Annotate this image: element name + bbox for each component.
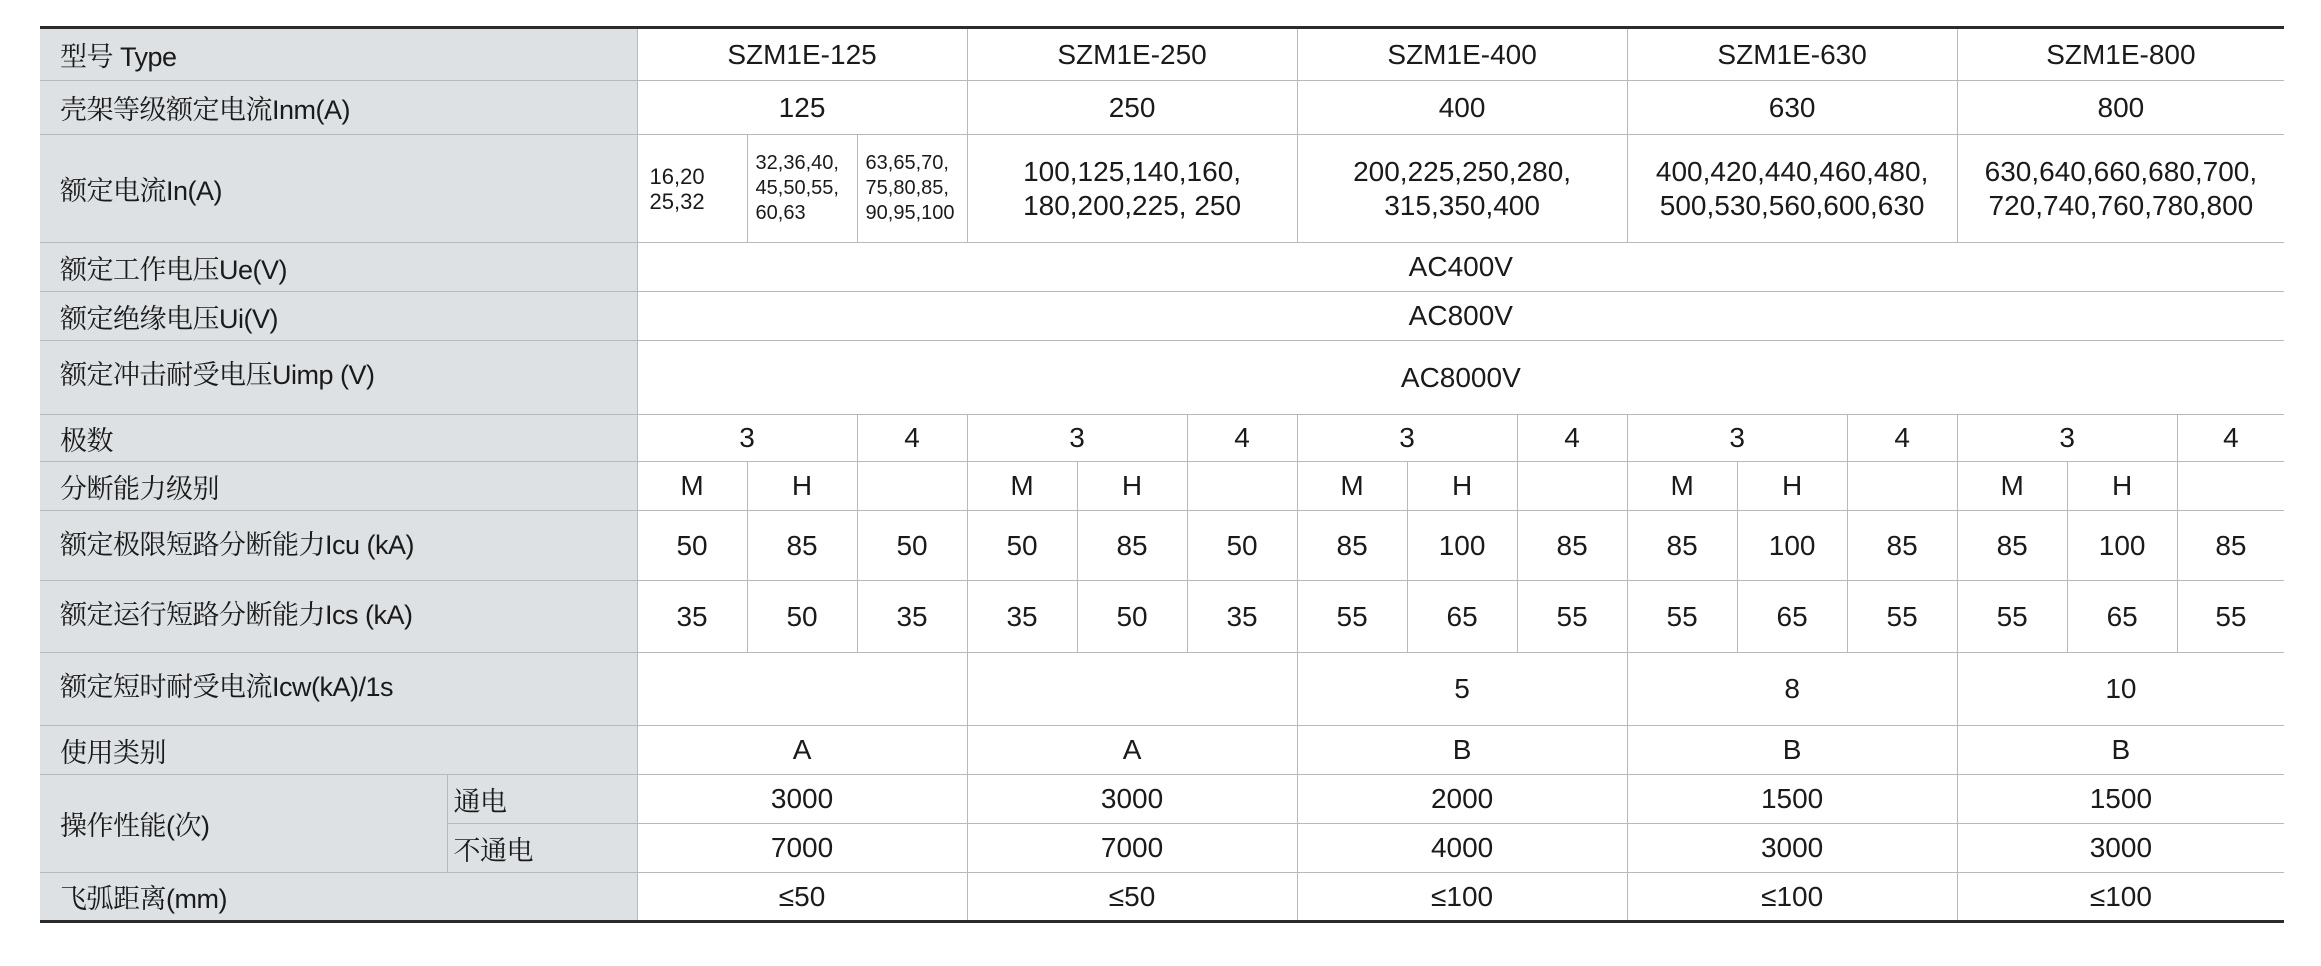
rated-current-line: 180,200,225, 250 — [1023, 189, 1242, 221]
poles-4: 4 — [2177, 415, 2284, 462]
rated-current-line: 25,32 — [649, 188, 705, 214]
icw-125 — [637, 653, 967, 726]
label-type: 型号 Type — [40, 28, 637, 81]
ics-value: 65 — [1407, 581, 1517, 653]
spec-table — [40, 26, 2284, 923]
icu-value: 85 — [1077, 511, 1187, 581]
level-blank — [2177, 462, 2284, 511]
op-unpowered-800: 3000 — [1957, 824, 2284, 873]
icu-value: 50 — [967, 511, 1077, 581]
op-powered-800: 1500 — [1957, 775, 2284, 824]
rated-current-125-a — [637, 135, 747, 243]
icu-value: 85 — [1297, 511, 1407, 581]
rated-current-line: 32,36,40, — [755, 152, 839, 174]
row-ue — [40, 243, 2284, 292]
model-630: SZM1E-630 — [1627, 28, 1957, 81]
row-breaking-level — [40, 462, 2284, 511]
ics-value: 50 — [747, 581, 857, 653]
label-ui: 额定绝缘电压Ui(V) — [40, 292, 637, 341]
category-630: B — [1627, 726, 1957, 775]
icu-value: 85 — [1957, 511, 2067, 581]
label-arc: 飞弧距离(mm) — [40, 873, 637, 922]
ics-value: 55 — [1517, 581, 1627, 653]
level-h: H — [2067, 462, 2177, 511]
ics-value: 55 — [1957, 581, 2067, 653]
icu-value: 85 — [2177, 511, 2284, 581]
category-800: B — [1957, 726, 2284, 775]
rated-current-630 — [1627, 135, 1957, 243]
poles-3: 3 — [1627, 415, 1847, 462]
icu-value: 50 — [637, 511, 747, 581]
rated-current-125-b — [747, 135, 857, 243]
label-operation: 操作性能(次) — [40, 775, 447, 873]
label-icu: 额定极限短路分断能力Icu (kA) — [40, 511, 637, 581]
icu-value: 100 — [1737, 511, 1847, 581]
category-250: A — [967, 726, 1297, 775]
ics-value: 35 — [1187, 581, 1297, 653]
icu-value: 100 — [1407, 511, 1517, 581]
icu-value: 85 — [1627, 511, 1737, 581]
label-powered: 通电 — [447, 775, 637, 824]
icw-250 — [967, 653, 1297, 726]
poles-4: 4 — [1187, 415, 1297, 462]
rated-current-line: 720,740,760,780,800 — [1988, 189, 2254, 221]
level-blank — [857, 462, 967, 511]
rated-current-125-c — [857, 135, 967, 243]
rated-current-line: 16,20 — [649, 163, 705, 189]
frame-current-800: 800 — [1957, 81, 2284, 135]
label-uimp: 额定冲击耐受电压Uimp (V) — [40, 341, 637, 415]
row-type — [40, 28, 2284, 81]
label-frame-current: 壳架等级额定电流Inm(A) — [40, 81, 637, 135]
rated-current-800 — [1957, 135, 2284, 243]
row-icw — [40, 653, 2284, 726]
row-op-powered — [40, 775, 2284, 824]
model-250: SZM1E-250 — [967, 28, 1297, 81]
op-unpowered-125: 7000 — [637, 824, 967, 873]
ue-value: AC400V — [637, 243, 2284, 292]
level-m: M — [637, 462, 747, 511]
row-ui — [40, 292, 2284, 341]
label-category: 使用类别 — [40, 726, 637, 775]
rated-current-line: 400,420,440,460,480, — [1655, 155, 1929, 187]
rated-current-line: 60,63 — [755, 202, 806, 224]
ics-value: 65 — [1737, 581, 1847, 653]
ics-value: 55 — [1627, 581, 1737, 653]
op-unpowered-250: 7000 — [967, 824, 1297, 873]
ics-value: 55 — [1847, 581, 1957, 653]
frame-current-250: 250 — [967, 81, 1297, 135]
rated-current-line: 75,80,85, — [865, 177, 949, 199]
icu-value: 85 — [1847, 511, 1957, 581]
rated-current-line: 63,65,70, — [865, 152, 949, 174]
rated-current-line: 100,125,140,160, — [1023, 155, 1242, 187]
op-powered-250: 3000 — [967, 775, 1297, 824]
op-powered-125: 3000 — [637, 775, 967, 824]
icw-800: 10 — [1957, 653, 2284, 726]
rated-current-400 — [1297, 135, 1627, 243]
ics-value: 55 — [2177, 581, 2284, 653]
label-breaking-level: 分断能力级别 — [40, 462, 637, 511]
category-400: B — [1297, 726, 1627, 775]
rated-current-line: 630,640,660,680,700, — [1984, 155, 2258, 187]
frame-current-630: 630 — [1627, 81, 1957, 135]
level-h: H — [1077, 462, 1187, 511]
rated-current-line: 200,225,250,280, — [1353, 155, 1572, 187]
rated-current-line: 90,95,100 — [865, 202, 955, 224]
rated-current-line: 315,350,400 — [1384, 189, 1540, 221]
label-unpowered: 不通电 — [447, 824, 637, 873]
poles-3: 3 — [1297, 415, 1517, 462]
row-uimp — [40, 341, 2284, 415]
model-125: SZM1E-125 — [637, 28, 967, 81]
model-400: SZM1E-400 — [1297, 28, 1627, 81]
icu-value: 85 — [1517, 511, 1627, 581]
level-h: H — [747, 462, 857, 511]
level-m: M — [1627, 462, 1737, 511]
label-poles: 极数 — [40, 415, 637, 462]
ics-value: 55 — [1297, 581, 1407, 653]
level-m: M — [967, 462, 1077, 511]
ics-value: 50 — [1077, 581, 1187, 653]
rated-current-line: 500,530,560,600,630 — [1659, 189, 1925, 221]
arc-800: ≤100 — [1957, 873, 2284, 922]
label-ics: 额定运行短路分断能力Ics (kA) — [40, 581, 637, 653]
level-h: H — [1407, 462, 1517, 511]
row-arc — [40, 873, 2284, 922]
poles-4: 4 — [1847, 415, 1957, 462]
poles-4: 4 — [857, 415, 967, 462]
level-m: M — [1957, 462, 2067, 511]
ui-value: AC800V — [637, 292, 2284, 341]
op-unpowered-400: 4000 — [1297, 824, 1627, 873]
label-ue: 额定工作电压Ue(V) — [40, 243, 637, 292]
ics-value: 35 — [857, 581, 967, 653]
row-poles — [40, 415, 2284, 462]
icu-value: 50 — [1187, 511, 1297, 581]
icw-630: 8 — [1627, 653, 1957, 726]
arc-125: ≤50 — [637, 873, 967, 922]
arc-630: ≤100 — [1627, 873, 1957, 922]
row-frame-current — [40, 81, 2284, 135]
level-m: M — [1297, 462, 1407, 511]
frame-current-125: 125 — [637, 81, 967, 135]
poles-3: 3 — [637, 415, 857, 462]
poles-4: 4 — [1517, 415, 1627, 462]
category-125: A — [637, 726, 967, 775]
op-powered-630: 1500 — [1627, 775, 1957, 824]
arc-250: ≤50 — [967, 873, 1297, 922]
uimp-value: AC8000V — [637, 341, 2284, 415]
icu-value: 85 — [747, 511, 857, 581]
ics-value: 35 — [637, 581, 747, 653]
level-blank — [1847, 462, 1957, 511]
arc-400: ≤100 — [1297, 873, 1627, 922]
ics-value: 65 — [2067, 581, 2177, 653]
model-800: SZM1E-800 — [1957, 28, 2284, 81]
label-rated-current: 额定电流In(A) — [40, 135, 637, 243]
row-icu — [40, 511, 2284, 581]
icw-400: 5 — [1297, 653, 1627, 726]
frame-current-400: 400 — [1297, 81, 1627, 135]
row-category — [40, 726, 2284, 775]
poles-3: 3 — [1957, 415, 2177, 462]
icu-value: 50 — [857, 511, 967, 581]
op-unpowered-630: 3000 — [1627, 824, 1957, 873]
poles-3: 3 — [967, 415, 1187, 462]
rated-current-line: 45,50,55, — [755, 177, 839, 199]
level-blank — [1187, 462, 1297, 511]
row-rated-current — [40, 135, 2284, 243]
rated-current-250 — [967, 135, 1297, 243]
level-blank — [1517, 462, 1627, 511]
row-ics — [40, 581, 2284, 653]
level-h: H — [1737, 462, 1847, 511]
icu-value: 100 — [2067, 511, 2177, 581]
label-icw: 额定短时耐受电流Icw(kA)/1s — [40, 653, 637, 726]
ics-value: 35 — [967, 581, 1077, 653]
op-powered-400: 2000 — [1297, 775, 1627, 824]
